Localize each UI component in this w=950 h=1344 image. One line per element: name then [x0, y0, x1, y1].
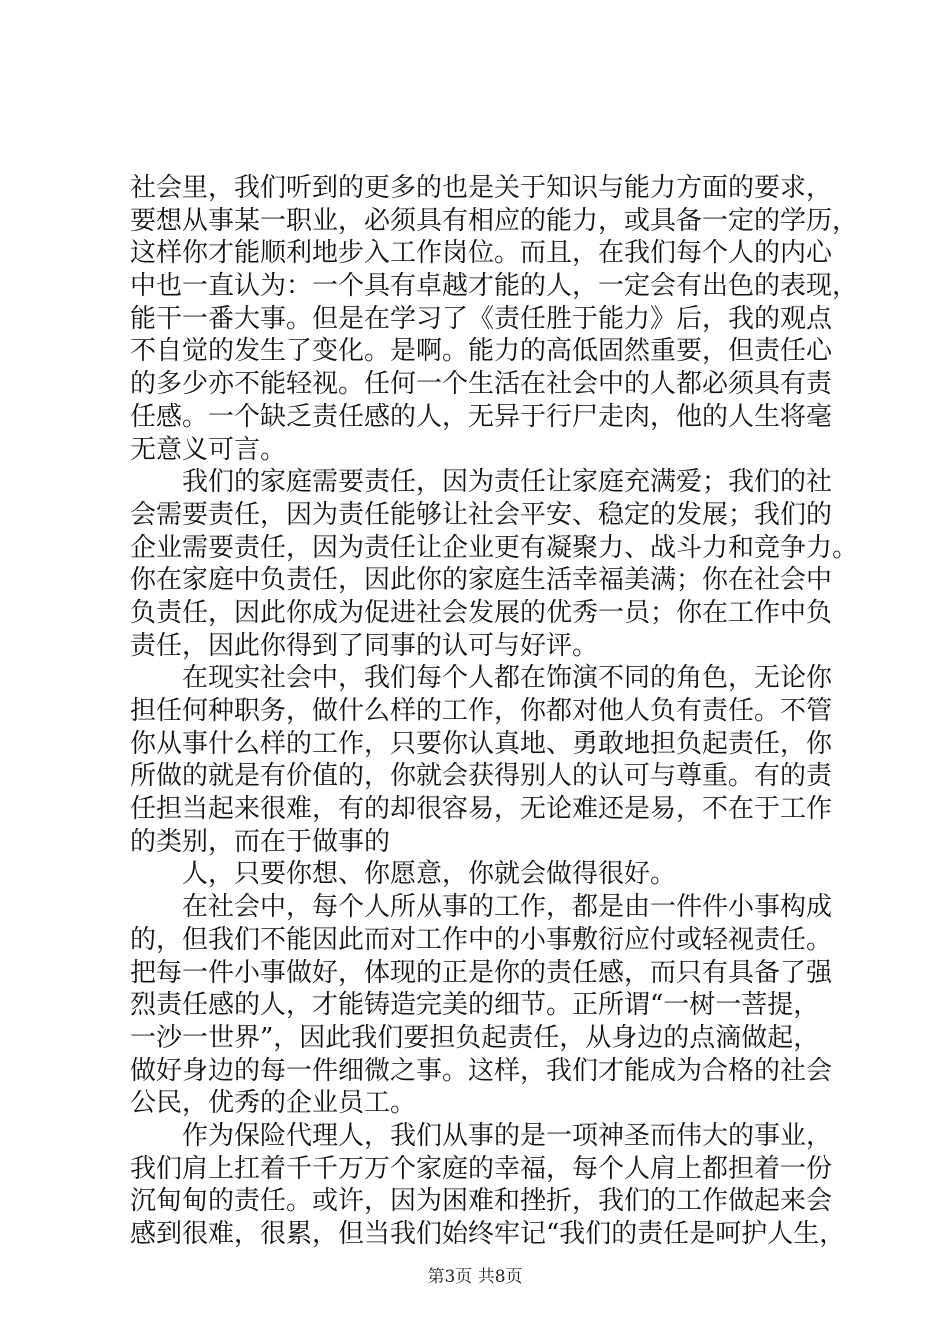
text-line: 社会里，我们听到的更多的也是关于知识与能力方面的要求，	[130, 173, 833, 203]
text-line: 感到很难，很累，但当我们始终牢记“我们的责任是呵护人生，	[130, 1219, 846, 1249]
text-line: 你从事什么样的工作，只要你认真地、勇敢地担负起责任，你	[130, 728, 833, 759]
text-line: 烈责任感的人，才能铸造完美的细节。正所谓“一树一菩提，	[130, 990, 820, 1021]
text-line: 中也一直认为：一个具有卓越才能的人，一定会有出色的表现，	[130, 271, 859, 302]
text-line: 要想从事某一职业，必须具有相应的能力，或具备一定的学历，	[130, 205, 859, 236]
text-line: 负责任，因此你成为促进社会发展的优秀一员；你在工作中负	[130, 597, 833, 628]
text-line: 会需要责任，因为责任能够让社会平安、稳定的发展；我们的	[130, 499, 833, 530]
page-number-footer: 第3页 共8页	[427, 1267, 523, 1287]
text-line: 人，只要你想、你愿意，你就会做得很好。	[130, 859, 677, 890]
text-line: 企业需要责任，因为责任让企业更有凝聚力、战斗力和竞争力。	[130, 532, 859, 563]
text-line: 你在家庭中负责任，因此你的家庭生活幸福美满；你在社会中	[130, 565, 833, 596]
text-line: 担任何种职务，做什么样的工作，你都对他人负有责任。不管	[130, 696, 833, 726]
text-line: 在社会中，每个人所从事的工作，都是由一件件小事构成	[130, 892, 833, 923]
text-line: 我们肩上扛着千千万万个家庭的幸福，每个人肩上都担着一份	[130, 1153, 833, 1184]
body-text	[130, 172, 859, 1251]
text-line: 把每一件小事做好，体现的正是你的责任感，而只有具备了强	[130, 957, 833, 988]
text-line: 的多少亦不能轻视。任何一个生活在社会中的人都必须具有责	[130, 369, 833, 400]
text-line: 公民，优秀的企业员工。	[130, 1088, 417, 1119]
text-line: 沉甸甸的责任。或许，因为困难和挫折，我们的工作做起来会	[130, 1186, 833, 1217]
text-line: 任担当起来很难，有的却很容易，无论难还是易，不在于工作	[130, 794, 833, 825]
text-line: 这样你才能顺利地步入工作岗位。而且，在我们每个人的内心	[130, 238, 833, 269]
text-line: 一沙一世界”，因此我们要担负起责任，从身边的点滴做起，	[130, 1022, 820, 1053]
text-line: 无意义可言。	[130, 434, 287, 465]
text-line: 任感。一个缺乏责任感的人，无异于行尸走肉，他的人生将毫	[130, 401, 833, 432]
text-line: 在现实社会中，我们每个人都在饰演不同的角色，无论你	[130, 663, 833, 694]
text-line: 我们的家庭需要责任，因为责任让家庭充满爱；我们的社	[130, 467, 833, 498]
text-line: 作为保险代理人，我们从事的是一项神圣而伟大的事业，	[130, 1120, 833, 1151]
text-line: 的类别，而在于做事的	[130, 826, 391, 857]
text-line: 不自觉的发生了变化。是啊。能力的高低固然重要，但责任心	[130, 336, 833, 367]
text-line: 做好身边的每一件细微之事。这样，我们才能成为合格的社会	[130, 1055, 833, 1086]
text-line: 能干一番大事。但是在学习了《责任胜于能力》后，我的观点	[130, 303, 833, 334]
text-line: 所做的就是有价值的，你就会获得别人的认可与尊重。有的责	[130, 761, 833, 792]
text-line: 的，但我们不能因此而对工作中的小事敷衍应付或轻视责任。	[130, 924, 833, 955]
text-line: 责任，因此你得到了同事的认可与好评。	[130, 630, 599, 661]
